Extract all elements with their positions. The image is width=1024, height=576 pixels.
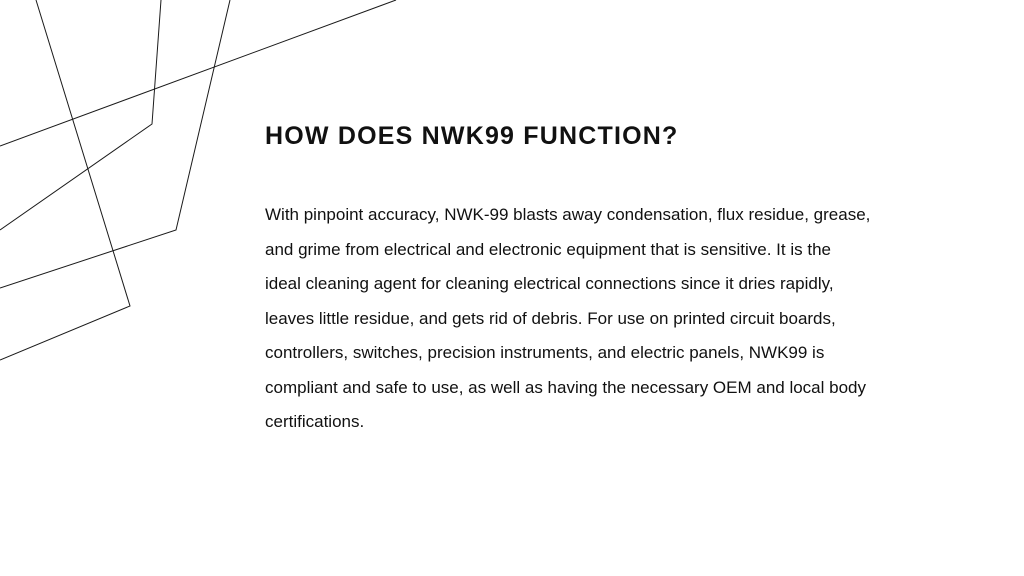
decor-line-zigzag-c <box>0 0 130 360</box>
body-line: compliant and safe to use, as well as having the necessary OEM and local body <box>265 377 867 397</box>
decor-line-zigzag-b <box>0 0 230 288</box>
body-line: leaves little residue, and gets rid of debris. For use on printed circuit boards, <box>265 308 836 328</box>
body-line: With pinpoint accuracy, NWK-99 blasts away condensation, flux residue, grease, <box>265 205 871 224</box>
body-line: and grime from electrical and electronic equipment that is sensitive. It is the <box>265 239 831 259</box>
body-line: ideal cleaning agent for cleaning electrical connections since it dries rapidly, <box>265 274 834 293</box>
body-line: controllers, switches, precision instruments, and electric panels, NWK99 is <box>265 343 825 362</box>
slide-title: HOW DOES NWK99 FUNCTION? <box>265 122 679 150</box>
decor-line-zigzag-a <box>0 0 161 230</box>
body-line: certifications. <box>265 412 365 431</box>
slide-body-paragraph <box>265 198 965 440</box>
slide-content <box>265 118 965 440</box>
